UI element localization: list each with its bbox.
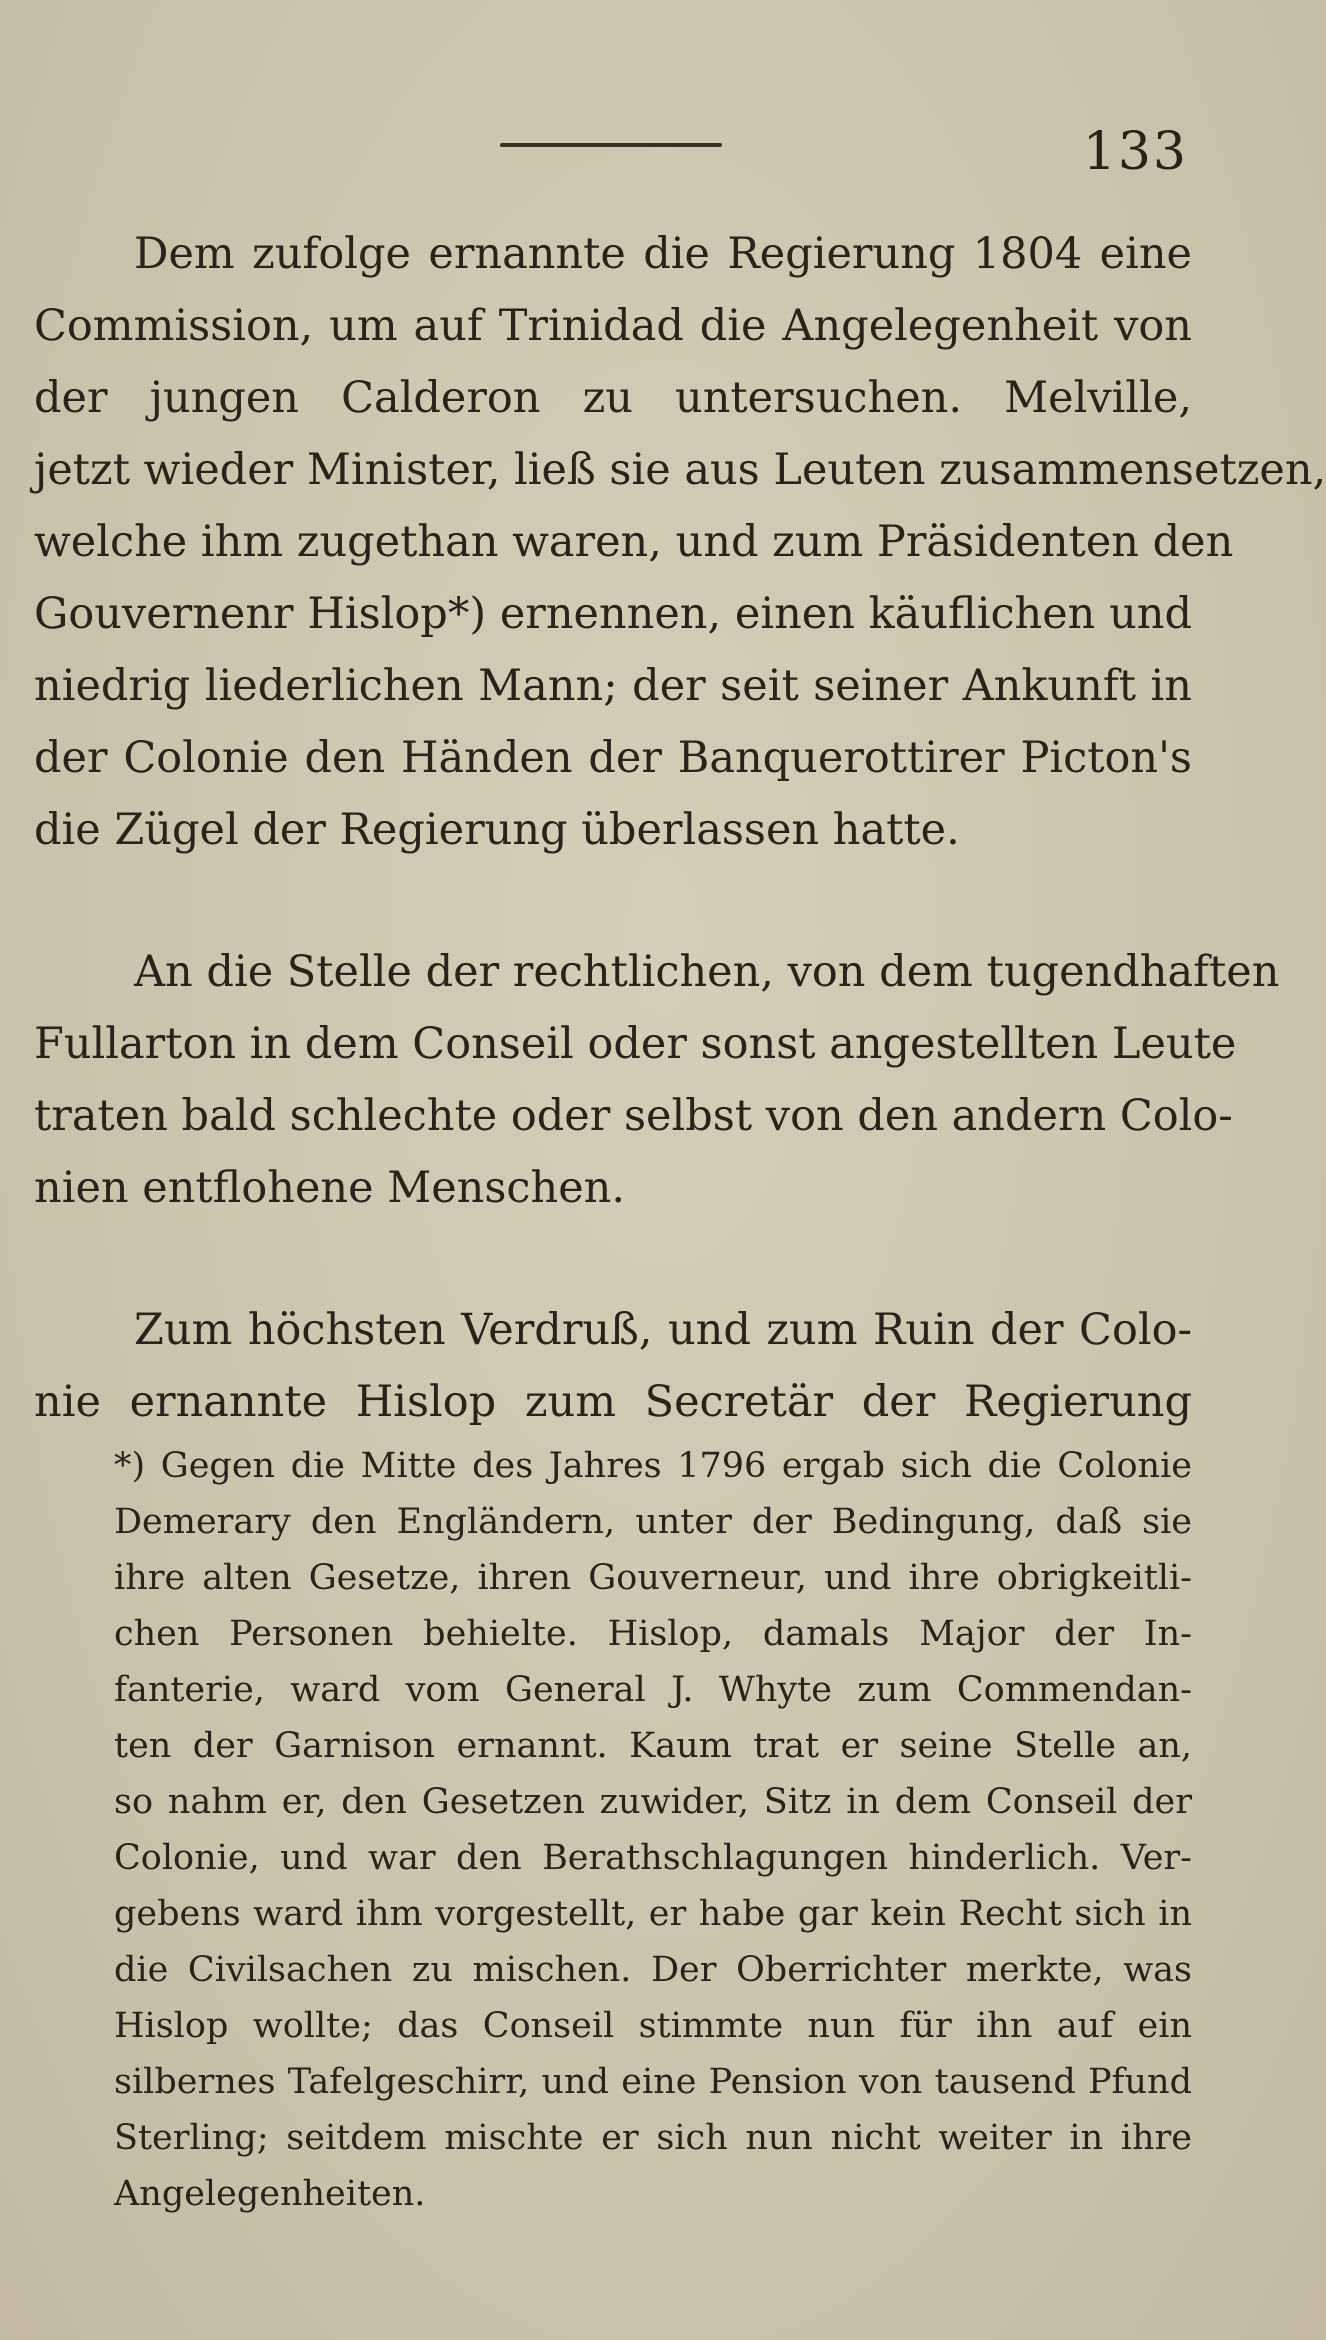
main-text (34, 218, 1326, 1438)
page-number: 133 (1082, 122, 1188, 182)
text-line: Fullarton in dem Conseil oder sonst angestellten Leute (34, 1019, 1237, 1069)
text-line: Zum höchsten Verdruß, und zum Ruin der Colo- (134, 1305, 1192, 1355)
text-line: Dem zufolge ernannte die Regierung 1804 eine (134, 229, 1192, 279)
text-line: nie ernannte Hislop zum Secretär der Regierung (34, 1377, 1192, 1427)
text-line: die Zügel der Regierung überlassen hatte. (34, 805, 960, 855)
text-line: niedrig liederlichen Mann; der seit seiner Ankunft in (34, 661, 1192, 711)
text-line: Gouvernenr Hislop*) ernennen, einen käuflichen und (34, 589, 1192, 639)
text-line: An die Stelle der rechtlichen, von dem tugendhaften (134, 947, 1280, 997)
footnote-line: Sterling; seitdem mischte er sich nun nicht weiter in ihre (114, 2118, 1192, 2158)
text-line: traten bald schlechte oder selbst von den andern Colo- (34, 1091, 1233, 1141)
footnote-line: fanterie, ward vom General J. Whyte zum Commendan- (114, 1670, 1192, 1710)
footnote-line: ihre alten Gesetze, ihren Gouverneur, und ihre obrigkeitli- (114, 1558, 1192, 1598)
header-rule (500, 143, 722, 147)
text-line: Commission, um auf Trinidad die Angelegenheit von (34, 301, 1192, 351)
footnote-line: ten der Garnison ernannt. Kaum trat er seine Stelle an, (114, 1726, 1192, 1766)
footnote-line: Colonie, und war den Berathschlagungen hinderlich. Ver- (114, 1838, 1192, 1878)
text-line: welche ihm zugethan waren, und zum Präsidenten den (34, 517, 1234, 567)
footnote-line: Demerary den Engländern, unter der Bedingung, daß sie (114, 1502, 1192, 1542)
footnote-line: silbernes Tafelgeschirr, und eine Pension von tausend Pfund (114, 2062, 1192, 2102)
text-line: der Colonie den Händen der Banquerottirer Picton's (34, 733, 1192, 783)
footnote (34, 1438, 1192, 2222)
text-line: nien entflohene Menschen. (34, 1163, 626, 1213)
footnote-line: *) Gegen die Mitte des Jahres 1796 ergab sich die Colonie (114, 1446, 1192, 1486)
footnote-line: chen Personen behielte. Hislop, damals Major der In- (114, 1614, 1192, 1654)
footnote-line: Hislop wollte; das Conseil stimmte nun für ihn auf ein (114, 2006, 1192, 2046)
footnote-line: Angelegenheiten. (114, 2174, 426, 2214)
footnote-line: die Civilsachen zu mischen. Der Oberrichter merkte, was (114, 1950, 1192, 1990)
footnote-line: gebens ward ihm vorgestellt, er habe gar kein Recht sich in (114, 1894, 1192, 1934)
footnote-line: so nahm er, den Gesetzen zuwider, Sitz in dem Conseil der (114, 1782, 1192, 1822)
text-line: jetzt wieder Minister, ließ sie aus Leuten zusammensetzen, (34, 445, 1326, 495)
text-line: der jungen Calderon zu untersuchen. Melville, (34, 373, 1192, 423)
